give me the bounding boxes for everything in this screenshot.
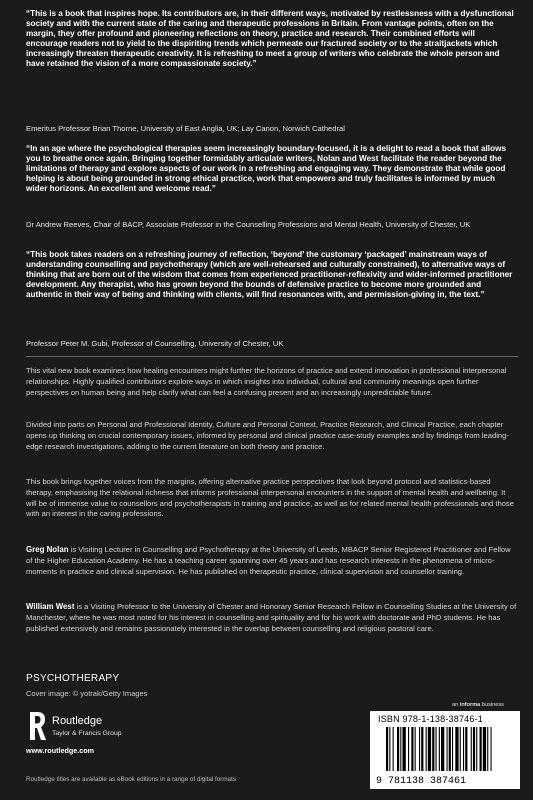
barcode-bar — [449, 727, 451, 771]
barcode-bar — [415, 727, 416, 771]
barcode-bar — [436, 727, 437, 771]
endorsement-attribution-1: Emeritus Professor Brian Thorne, University of East Anglia, UK; Lay Canon, Norwich Cathedral — [26, 124, 345, 133]
subject-category: PSYCHOTHERAPY — [26, 673, 120, 684]
routledge-logo-icon — [26, 710, 46, 742]
informa-brand: informa — [459, 702, 481, 708]
barcode-bar — [471, 727, 472, 771]
barcode-bar — [491, 727, 492, 771]
barcode-bar — [441, 727, 444, 771]
description-paragraph-2: Divided into parts on Personal and Professional Identity, Culture and Personal Context, Practice Research, and Clinical Practice, each chapter opens up thinking on crucial contemporary issues, informed by personal and clinical practice case-study examples and by findings from leading-edge research investigations, adding to the current literature on both theory and practice. — [26, 420, 509, 451]
description-paragraph-3: This book brings together voices from the margins, offering alternative practice perspectives that look beyond protocol and statistics-based therapy, emphasising the relational richness that informs professional interpersonal encounters in the support of mental health and wellbeing. It will be of immense value to counsellors and psychotherapists in training and practice, as well as for related mental health professionals and those with an interest in the caring professions. — [26, 477, 514, 519]
barcode-bar — [393, 727, 394, 771]
cover-image-credit: Cover image: © yotrak/Getty Images — [26, 689, 148, 698]
barcode-bar — [397, 727, 399, 771]
barcode-bar — [389, 727, 390, 771]
publisher-website: www.routledge.com — [26, 746, 95, 755]
barcode-bar — [483, 727, 486, 771]
barcode-bar — [419, 727, 420, 771]
author-bio-greg-nolan — [26, 544, 518, 577]
isbn-label: ISBN 978-1-138-38746-1 — [378, 714, 483, 724]
barcode-bar — [421, 727, 423, 771]
barcode-bar — [465, 727, 467, 771]
endorsement-quote-2: “In an age where the psychological therapies seem increasingly boundary-focused, it is a delight to read a book that allows you to breathe once again. Bringing together formidably articulate writers, Nolan and West facilitate the reader beyond the limitations of therapy and explore aspects of our work in a refreshing and engaging way. They demonstrate that while good helping is about being grounded in strong ethical practice, work that empowers and truly facilitates is informed by much wider horizons. An excellent and welcome read.” — [26, 144, 506, 194]
informa-suffix: business — [480, 702, 504, 708]
publisher-group: Taylor & Francis Group — [52, 730, 122, 737]
publisher-name: Routledge — [52, 715, 103, 727]
footer-note: Routledge titles are available as eBook editions in a range of digital formats — [26, 776, 237, 783]
barcode-bar — [476, 727, 477, 771]
barcode-bar — [455, 727, 458, 771]
endorsement-attribution-2: Dr Andrew Reeves, Chair of BACP, Associate Professor in the Counselling Professions and Mental Health, University of Chester, UK — [26, 220, 471, 229]
informa-prefix: an — [452, 702, 460, 708]
informa-business-label — [452, 702, 504, 708]
barcode-bar — [460, 727, 461, 771]
endorsement-attribution-3: Professor Peter M. Gubi, Professor of Counselling, University of Chester, UK — [26, 339, 284, 348]
barcode-bar — [386, 727, 388, 771]
barcode-digits: 9 781138 387461 — [376, 776, 467, 785]
barcode-bar — [463, 727, 464, 771]
barcode-bar — [403, 727, 406, 771]
barcode-bar — [439, 727, 440, 771]
barcode-bar — [400, 727, 401, 771]
author-bio-william-west — [26, 601, 518, 634]
barcode-bar — [428, 727, 431, 771]
endorsement-quote-3: “This book takes readers on a refreshing journey of reflection, ‘beyond’ the customary ‘packaged’ mainstream ways of understanding counselling and psychotherapy (which are well-rehearsed and culturally constrained), to alternative ways of thinking that are born out of the wisdom that comes from experienced practitioner-reflexivity and wider-informed practitioner development. Any therapist, who has grown beyond the bounds of defensive practice to become more grounded and authentic in their way of being and thinking with clients, will find resonances with, and permission-giving in, the text.” — [26, 250, 513, 300]
description-paragraph-1: This vital new book examines how healing encounters might further the horizons of practice and extend innovation in professional interpersonal relationships. Highly qualified contributors explore ways in which insights into individual, cultural and community meanings open further perspectives on human being and help clarify what can feel a confusing present and an increasingly unpredictable future. — [26, 366, 507, 397]
author-bio-text: is a Visiting Professor to the University of Chester and Honorary Senior Research Fellow in Counselling Studies at the University of Manchester, where he was most noted for his interest in counselling and spirituality and for his work with doctorate and PhD students. He has published extensively and remains passionately interested in the overlap between counselling and religious pastoral care. — [26, 602, 517, 633]
barcode-bar — [447, 727, 448, 771]
endorsement-quote-1: “This is a book that inspires hope. Its contributors are, in their different ways, motivated by restlessness with a dysfunctional society and with the current state of the caring and therapeutic professions in Britain. From vantage points, often on the margin, they offer profound and pioneering reflections on theory, practice and research. Their combined efforts will encourage readers not to yield to the dispiriting trends which permeate our fractured society or to the straitjackets which increasingly threaten therapeutic creativity. It is refreshing to meet a group of writers who celebrate the whole person and have retained the vision of a more compassionate society.” — [26, 9, 514, 69]
barcode-bar — [480, 727, 482, 771]
barcode-bar — [452, 727, 453, 771]
barcode-bar — [487, 727, 488, 771]
divider — [26, 356, 518, 357]
author-name: Greg Nolan — [26, 545, 69, 554]
barcode-bar — [411, 727, 413, 771]
author-name: William West — [26, 602, 75, 611]
barcode-bar — [473, 727, 475, 771]
isbn-barcode-box — [370, 711, 520, 789]
author-bio-text: is Visiting Lecturer in Counselling and Psychotherapy at the University of Leeds, MBACP Senior Registered Practitioner and Fellow of the Higher Education Academy. He has a teaching career spanning over 45 years and has research interests in the phenomena of micro-moments in practice and clinical supervision. He has published on therapeutic practice, clinical supervision and counsellor training. — [26, 545, 511, 576]
barcode-icon — [376, 727, 514, 785]
barcode-bar — [426, 727, 427, 771]
barcode-bar — [408, 727, 409, 771]
barcode-bar — [432, 727, 434, 771]
